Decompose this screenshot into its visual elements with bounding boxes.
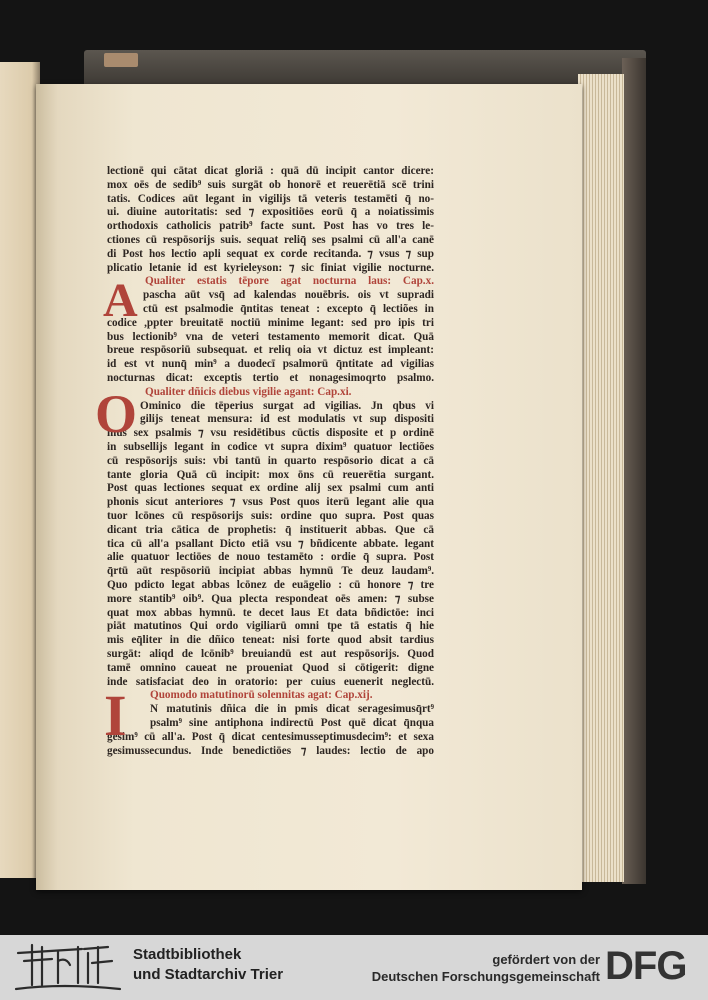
text-line: more stantib⁹ oib⁹. Qua plecta respondeat oēs amen: ⁊ subse xyxy=(107,592,434,605)
text-line: mis eq̄liter in die dñico teneat: nisi forte quod absit tardius xyxy=(107,634,434,647)
text-line: pascha aūt vsq̄ ad kalendas nouēbris. ois vt supradi xyxy=(143,289,434,302)
text-line: psalm⁹ sine antiphona indirectū Post quē dicat q̄nqua xyxy=(150,717,434,729)
red-initial: O xyxy=(95,384,138,444)
text-line: tica cū all'a psallant Dicto etiā vsu ⁊ bñdicente abbate. legant xyxy=(107,537,435,550)
text-line: Quo pdicto legat abbas lcōnez de euāgelio : cū honore ⁊ tre xyxy=(107,579,434,591)
text-line: tante gloria Quā cū incipit: mox ōns cū reuerētia surgant. xyxy=(107,468,434,481)
funding-line1: gefördert von der xyxy=(492,952,600,967)
text-line: phonis sicut anteriores ⁊ vsus Post quos iterū legant alie qua xyxy=(107,496,434,509)
text-line: gesim⁹ cū all'a. Post q̄ dicat centesimusseptimusdecim⁹: et sexa xyxy=(107,730,434,743)
text-line: tatis. Codices aūt legant in vigilijs tā veteris testamēti q̄ no- xyxy=(107,192,434,205)
chapter-heading: Qualiter estatis tēpore agat nocturna laus: Cap.x. xyxy=(145,275,434,288)
text-line: q̄rtū aūt respōsoriū incipiat abbas hymnū Te deuz laudam⁹. xyxy=(107,565,434,578)
text-line: quat mox abbas hymnū. te decet laus Et data bñdictōe: inci xyxy=(107,606,434,619)
library-name-line1: Stadtbibliothek xyxy=(133,946,242,963)
text-line: nocturnas dicat: exceptis tertio et nonagesimoqrto psalmo. xyxy=(107,372,434,384)
text-line: bus lectionib⁹ vna de veteri testamento memorit dicat. Quā xyxy=(107,330,434,343)
text-line: mox oēs de sedib⁹ suis surgāt ob honorē et reuerētiā scē trini xyxy=(107,178,434,191)
chapter-heading: Quomodo matutinorū solennitas agat: Cap.xij. xyxy=(150,689,373,702)
text-line: Ominico die tēperius surgat ad vigilias. Jn qbus vi xyxy=(140,399,434,412)
text-line: gesimussecundus. Inde benedictiōes ⁊ laudes: lectio de apo xyxy=(107,744,434,757)
text-line: cū respōsorijs suis: vbi tantū in quarto respōsorio dicat a cā xyxy=(107,454,434,467)
red-initial: A xyxy=(103,274,138,327)
text-line: orthodoxis catholicis patrib⁹ facte sunt. Post has vo tres le- xyxy=(107,220,434,233)
text-line: ui. diuine autoritatis: sed ⁊ expositiōes eorū q̄ a noiatissimis xyxy=(107,206,434,219)
library-name xyxy=(133,945,283,985)
text-line: inde satisfaciat deo in oratorio: per cuius euenerit neglectū. xyxy=(107,675,434,688)
dfg-logo: DFG xyxy=(605,944,687,988)
text-line: alie quatuor lectiōes de nouo testamēto : ordie q̄ supra. Post xyxy=(107,551,434,564)
text-line: piāt matutinos Qui ordo vigiliarū omni tpe tā estatis q̄ hie xyxy=(107,620,434,633)
text-line: breue respōsoriū subsequat. et reliq oia vt dictuz est impleant: xyxy=(107,344,434,357)
text-line: dicant tria cātica de prophetis: q̄ instituerit abbas. Que cā xyxy=(107,523,434,536)
text-line: di Post hos lectio apli sequat ex corde recitanda. ⁊ vsus ⁊ sup xyxy=(107,247,434,260)
text-line: surgāt: aliqd de lcōnib⁹ breuiandū est aut respōsorijs. Quod xyxy=(107,648,434,660)
text-line: codice ,ppter breuitatē noctiū minime legant: sed pro ipis tri xyxy=(107,316,434,329)
funding-line2: Deutschen Forschungsgemeinschaft xyxy=(371,969,600,984)
text-line: in subsellijs legant in codice vt supra dixim⁹ quatuor lectiões xyxy=(107,441,434,453)
text-line: id est vt nunq̄ min⁹ a duodecī psalmorū q̄ntitate ad vigilias xyxy=(107,358,434,371)
chapter-heading: Qualiter dñicis diebus vigilie agant: Cap.xi. xyxy=(145,385,352,398)
red-initial: I xyxy=(104,683,127,748)
text-line: gilijs teneat mensura: id est modulatis vt sup dispositi xyxy=(140,413,434,426)
trier-logo-icon xyxy=(12,939,124,997)
footer-banner xyxy=(0,935,708,1000)
text-line: tuor lcōnes cū respōsorijs suis: ordine quo supra. Post quas xyxy=(107,510,434,522)
text-line: mus sex psalmis ⁊ vsu residētibus cūctis disposite et p ordinē xyxy=(107,427,434,440)
text-line: ctū est psalmodie q̄ntitas teneat : excepto q̄ lectiões in xyxy=(143,303,434,315)
text-line: Post quas lectiones sequat ex ordine alij sex psalmi cum anti xyxy=(107,482,434,495)
text-line: tamē omnino caueat ne proueniat Quod si cōtigerit: digne xyxy=(107,661,435,674)
text-line: N matutinis dñica die in pmis dicat seragesimusq̄rt⁹ xyxy=(150,703,435,716)
text-line: ctiones cū respōsorijs suis. sequat reliq̄ ses psalmi cū all'a canē xyxy=(107,234,434,246)
funding-note xyxy=(372,951,600,985)
text-line: lectionē qui cātat dicat gloriā : quā dū incipit cantor dicere: xyxy=(107,165,434,177)
library-name-line2: und Stadtarchiv Trier xyxy=(133,966,284,983)
text-line: plicatio letanie id est kyrieleyson: ⁊ sic finiat vigilie nocturne. xyxy=(107,261,434,274)
